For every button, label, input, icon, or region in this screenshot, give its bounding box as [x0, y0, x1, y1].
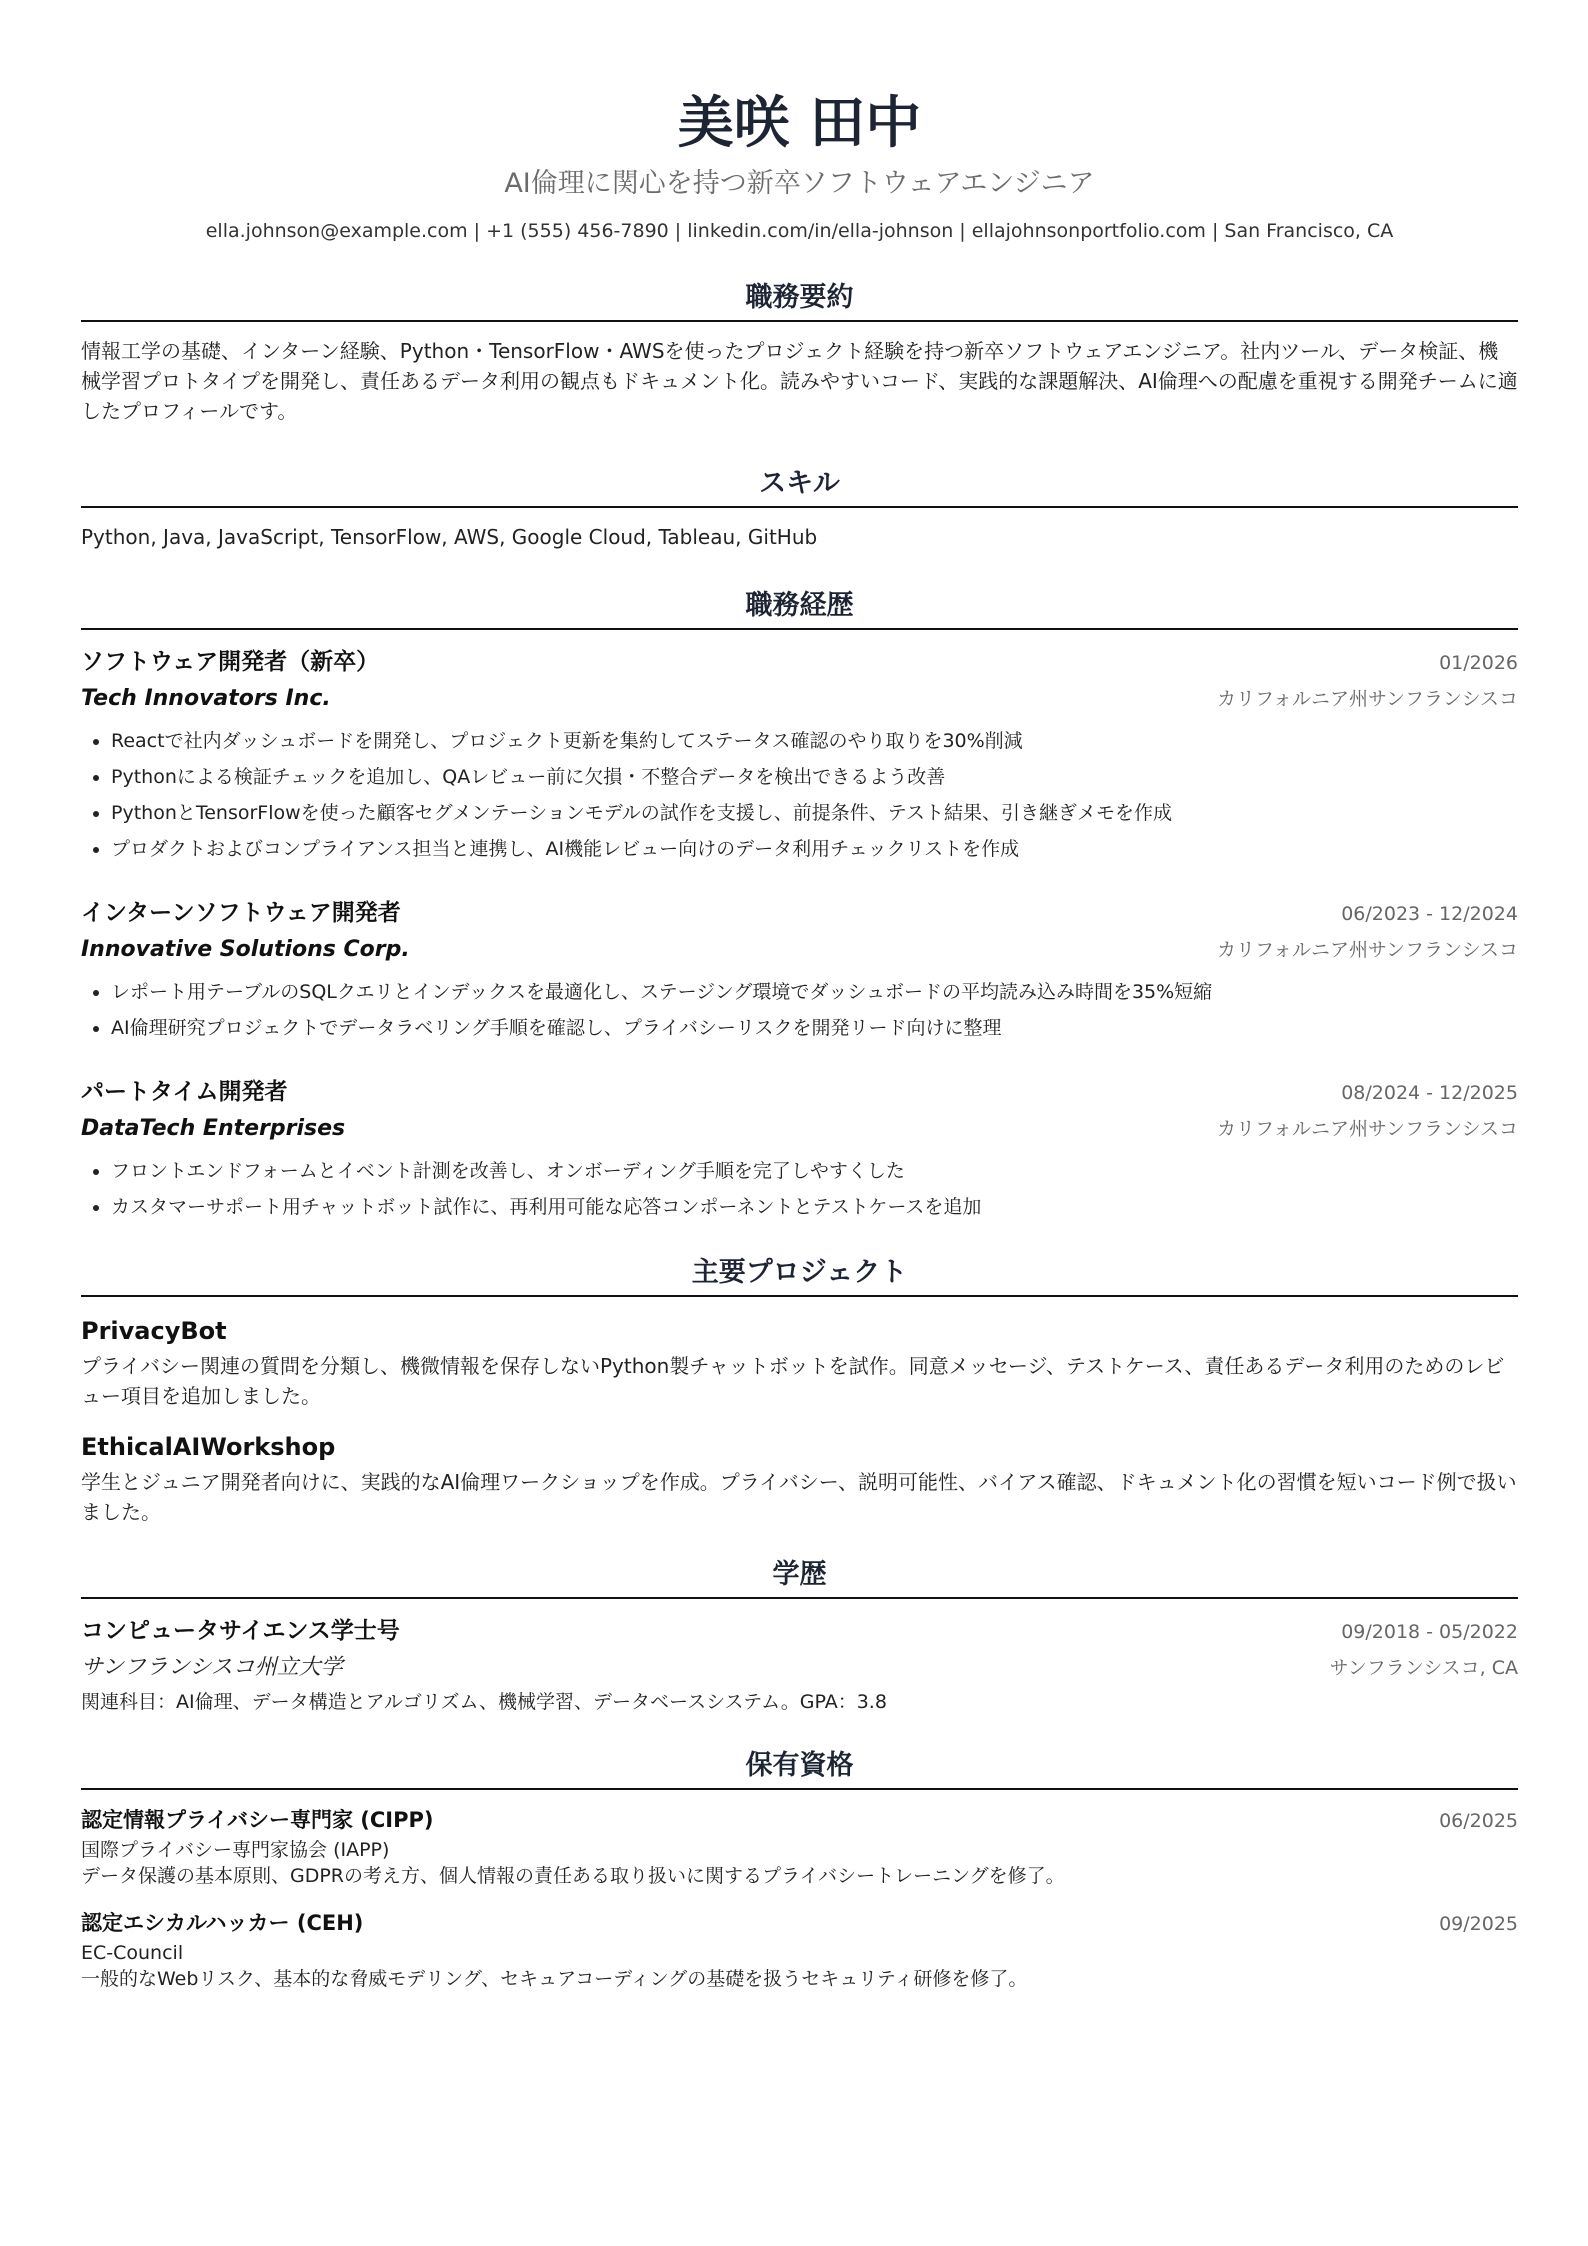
job-date: 08/2024 - 12/2025 — [1341, 1082, 1518, 1104]
job-title: パートタイム開発者 — [81, 1079, 288, 1105]
section-title-summary: 職務要約 — [81, 280, 1518, 322]
job-entry — [81, 895, 1518, 1046]
job-company: DataTech Enterprises — [81, 1116, 346, 1141]
summary-section — [81, 280, 1518, 426]
education-section — [81, 1557, 1518, 1718]
certification-name: 認定情報プライバシー専門家 (CIPP) — [81, 1808, 434, 1832]
job-bullet: • PythonとTensorFlowを使った顧客セグメンテーションモデルの試作を支援し、前提条件、テスト結果、引き継ぎメモを作成 — [111, 795, 1518, 831]
certification-issuer: EC-Council — [81, 1942, 184, 1964]
education-date: 09/2018 - 05/2022 — [1341, 1621, 1518, 1643]
certification-description: データ保護の基本原則、GDPRの考え方、個人情報の責任ある取り扱いに関するプライバシートレーニングを修了。 — [81, 1865, 1065, 1887]
section-title-education: 学歴 — [81, 1557, 1518, 1599]
projects-section — [81, 1255, 1518, 1527]
project-description: 学生とジュニア開発者向けに、実践的なAI倫理ワークショップを作成。プライバシー、説明可能性、バイアス確認、ドキュメント化の習慣を短いコード例で扱いました。 — [81, 1470, 1517, 1524]
project-entry — [81, 1427, 1518, 1527]
job-bullet: • カスタマーサポート用チャットボット試作に、再利用可能な応答コンポーネントとテストケースを追加 — [111, 1189, 1518, 1225]
school-location: サンフランシスコ, CA — [1329, 1657, 1518, 1679]
certification-entry — [81, 1804, 1518, 1889]
certification-entry — [81, 1907, 1518, 1992]
candidate-name: 美咲 田中 — [677, 90, 922, 156]
job-bullets — [81, 723, 1518, 867]
school-name: サンフランシスコ州立大学 — [81, 1655, 343, 1680]
job-date: 06/2023 - 12/2024 — [1341, 903, 1518, 925]
section-title-projects: 主要プロジェクト — [81, 1255, 1518, 1297]
job-bullets — [81, 1153, 1518, 1225]
summary-text: 情報工学の基礎、インターン経験、Python・TensorFlow・AWSを使ったプロジェクト経験を持つ新卒ソフトウェアエンジニア。社内ツール、データ検証、機械学習プロトタイプを開発し、責任あるデータ利用の観点もドキュメント化。読みやすいコード、実践的な課題解決、AI倫理への配慮を重視する開発チームに適したプロフィールです。 — [81, 339, 1518, 423]
degree-title: コンピュータサイエンス学士号 — [81, 1618, 400, 1644]
job-location: カリフォルニア州サンフランシスコ — [1216, 688, 1518, 710]
project-name: EthicalAIWorkshop — [81, 1433, 336, 1461]
project-entry — [81, 1311, 1518, 1411]
job-bullet: • プロダクトおよびコンプライアンス担当と連携し、AI機能レビュー向けのデータ利用チェックリストを作成 — [111, 831, 1518, 867]
certification-name: 認定エシカルハッカー (CEH) — [81, 1911, 364, 1935]
job-bullet: • レポート用テーブルのSQLクエリとインデックスを最適化し、ステージング環境でダッシュボードの平均読み込み時間を35%短縮 — [111, 974, 1518, 1010]
skills-section — [81, 466, 1518, 552]
skills-text: Python, Java, JavaScript, TensorFlow, AWS, Google Cloud, Tableau, GitHub — [81, 525, 818, 549]
job-bullet: • Reactで社内ダッシュボードを開発し、プロジェクト更新を集約してステータス確認のやり取りを30%削減 — [111, 723, 1518, 759]
candidate-headline: AI倫理に関心を持つ新卒ソフトウェアエンジニア — [504, 168, 1095, 199]
job-bullet: • Pythonによる検証チェックを追加し、QAレビュー前に欠損・不整合データを検出できるよう改善 — [111, 759, 1518, 795]
experience-section — [81, 588, 1518, 1225]
project-description: プライバシー関連の質問を分類し、機微情報を保存しないPython製チャットボットを試作。同意メッセージ、テストケース、責任あるデータ利用のためのレビュー項目を追加しました。 — [81, 1354, 1505, 1408]
resume-page — [81, 86, 1518, 2010]
job-company: Innovative Solutions Corp. — [81, 937, 410, 962]
job-bullet: • フロントエンドフォームとイベント計測を改善し、オンボーディング手順を完了しやすくした — [111, 1153, 1518, 1189]
job-title: インターンソフトウェア開発者 — [81, 900, 401, 926]
job-bullet: • AI倫理研究プロジェクトでデータラベリング手順を確認し、プライバシーリスクを開発リード向けに整理 — [111, 1010, 1518, 1046]
project-name: PrivacyBot — [81, 1317, 227, 1345]
job-title: ソフトウェア開発者（新卒） — [81, 649, 380, 675]
job-entry — [81, 1074, 1518, 1225]
certification-date: 06/2025 — [1439, 1810, 1518, 1832]
job-company: Tech Innovators Inc. — [81, 686, 331, 711]
certification-description: 一般的なWebリスク、基本的な脅威モデリング、セキュアコーディングの基礎を扱うセキュリティ研修を修了。 — [81, 1968, 1028, 1990]
section-title-experience: 職務経歴 — [81, 588, 1518, 630]
section-title-certifications: 保有資格 — [81, 1748, 1518, 1790]
contact-line: ella.johnson@example.com | +1 (555) 456-7890 | linkedin.com/in/ella-johnson | ellajohnsonportfolio.com | San Francisco, CA — [205, 220, 1394, 242]
job-entry — [81, 644, 1518, 867]
section-title-skills: スキル — [81, 466, 1518, 508]
job-date: 01/2026 — [1439, 652, 1518, 674]
certification-issuer: 国際プライバシー専門家協会 (IAPP) — [81, 1839, 390, 1861]
certifications-section — [81, 1748, 1518, 1992]
certification-date: 09/2025 — [1439, 1913, 1518, 1935]
job-location: カリフォルニア州サンフランシスコ — [1216, 939, 1518, 961]
education-details: 関連科目：AI倫理、データ構造とアルゴリズム、機械学習、データベースシステム。GPA：3.8 — [81, 1691, 887, 1713]
job-location: カリフォルニア州サンフランシスコ — [1216, 1118, 1518, 1140]
job-bullets — [81, 974, 1518, 1046]
